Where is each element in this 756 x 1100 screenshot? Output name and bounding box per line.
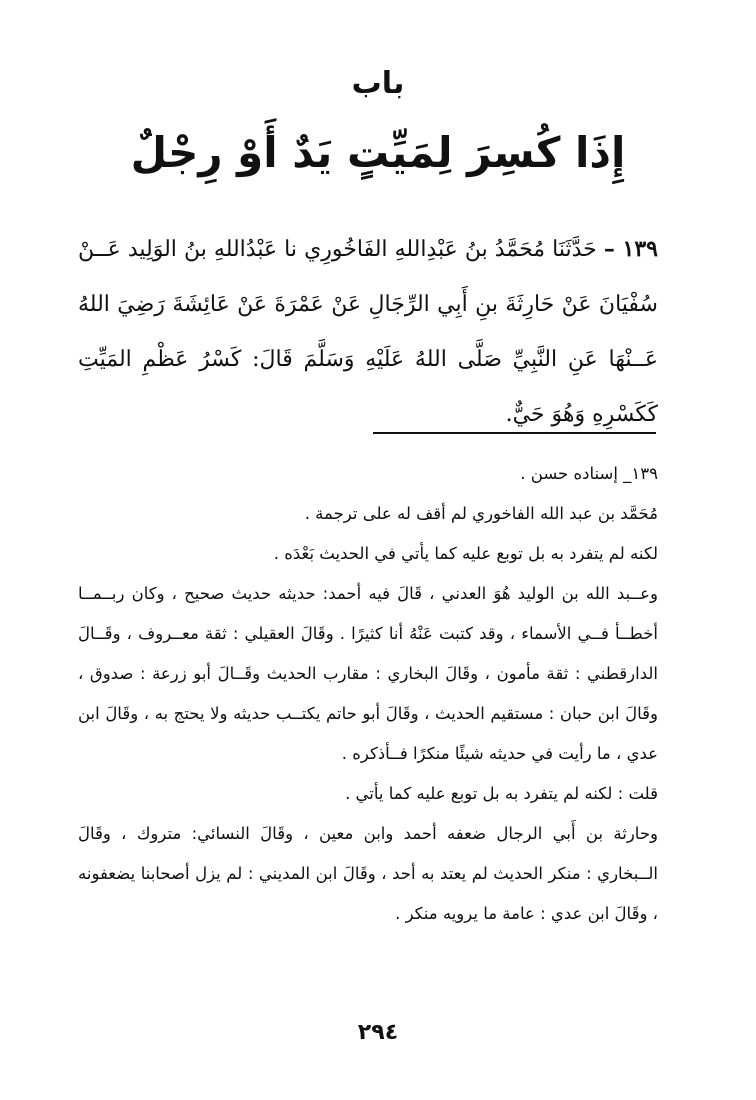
footnote-paragraph: قلت : لكنه لم يتفرد به بل توبع عليه كما يأتي . [345, 784, 658, 803]
footnote-paragraph: لكنه لم يتفرد به بل توبع عليه كما يأتي في الحديث بَعْدَه . [273, 544, 658, 563]
hadith-text: حَدَّثَنَا مُحَمَّدُ بنُ عَبْدِاللهِ الفَاخُورِي نا عَبْدُاللهِ بنُ الوَلِيد عَــنْ سُفْيَانَ عَنْ حَارِثَةَ بنِ أَبِي الرِّجَالِ عَنْ عَمْرَةَ عَنْ عَائِشَةَ رَضِيَ اللهُ عَــنْهَا عَنِ النَّبِيِّ صَلَّى اللهُ عَلَيْهِ وَسَلَّمَ قَالَ: كَسْرُ عَظْمِ المَيِّتِ كَكَسْرِهِ وَهُوَ حَيٌّ. [78, 237, 658, 427]
footnote-paragraph: وعــبد الله بن الوليد هُوَ العدني ، قَالَ فيه أحمد: حديثه حديث صحيح ، وكان ربــمــا أخطــأ فــي الأسماء ، وقد كتبت عَنْهُ أنا كثيرًا . وقَالَ العقيلي : ثقة معــروف ، وقَــالَ الدارقطني : ثقة مأمون ، وقَالَ البخاري : مقارب الحديث وقَــالَ أبو زرعة : صدوق ، وقَالَ ابن حبان : مستقيم الحديث ، وقَالَ أبو حاتم يكتــب حديثه ولا يحتج به ، وقَالَ ابن عدي ، ما رأيت في حديثه شيئًا منكرًا فــأذكره . [78, 584, 658, 763]
chapter-title: إِذَا كُسِرَ لِمَيِّتٍ يَدٌ أَوْ رِجْلٌ [130, 128, 626, 177]
hadith-number: ١٣٩ – [603, 236, 658, 262]
footnote-paragraph: مُحَمَّد بن عبد الله الفاخوري لم أقف له على ترجمة . [304, 504, 658, 523]
footnote-grading: ١٣٩_ إسناده حسن . [520, 464, 658, 483]
footnote-paragraph: وحارثة بن أَبي الرجال ضعفه أحمد وابن معين ، وقَالَ النسائي: متروك ، وقَالَ الــبخاري : منكر الحديث لم يعتد به أحد ، وقَالَ ابن المديني : لم يزل أصحابنا يضعفونه ، وقَالَ ابن عدي : عامة ما يرويه منكر . [78, 824, 658, 923]
page-number: ٢٩٤ [357, 1020, 399, 1045]
footnote-divider [373, 432, 656, 434]
chapter-label: باب [351, 66, 405, 101]
hadith-text-block [78, 222, 658, 442]
footnotes [78, 454, 658, 934]
